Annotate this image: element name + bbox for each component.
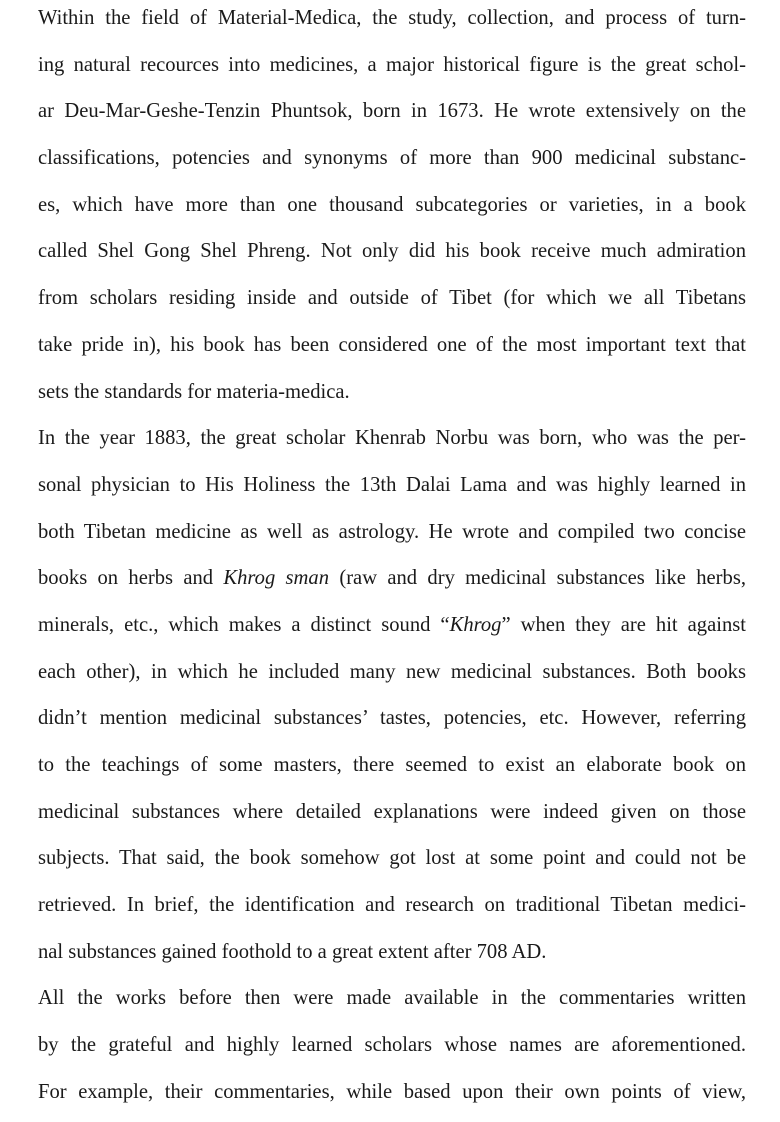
text-segment: books on herbs and — [38, 567, 224, 590]
text-line: sonal physician to His Holiness the 13th Dalai Lama and was highly learned in — [38, 473, 746, 496]
text-segment: minerals, etc., which makes a distinct sound “ — [38, 613, 450, 636]
text-line: retrieved. In brief, the identification and research on traditional Tibetan medici- — [38, 894, 746, 917]
text-line: each other), in which he included many new medicinal substances. Both books — [38, 660, 746, 683]
document-page — [38, 1, 746, 1122]
text-line: subjects. That said, the book somehow got lost at some point and could not be — [38, 847, 746, 870]
paragraph-2 — [38, 421, 746, 981]
text-line — [38, 561, 746, 608]
text-line: ing natural recources into medicines, a major historical figure is the great schol- — [38, 53, 746, 76]
text-line: both Tibetan medicine as well as astrology. He wrote and compiled two concise — [38, 520, 746, 543]
paragraph-3 — [38, 981, 746, 1121]
text-line: Within the field of Material-Medica, the study, collection, and process of turn- — [38, 7, 746, 29]
paragraph-1 — [38, 1, 746, 421]
italic-term: Khrog — [449, 613, 502, 636]
text-line — [38, 608, 746, 655]
text-line: For example, their commentaries, while based upon their own points of view, — [38, 1080, 746, 1103]
italic-term: Khrog sman — [223, 567, 330, 590]
text-line: medicinal substances where detailed explanations were indeed given on those — [38, 800, 746, 823]
text-line: didn’t mention medicinal substances’ tastes, potencies, etc. However, referring — [38, 707, 746, 730]
text-line: es, which have more than one thousand subcategories or varieties, in a book — [38, 193, 746, 216]
text-line: All the works before then were made available in the commentaries written — [38, 987, 746, 1010]
text-segment: ” when they are hit against — [501, 613, 746, 636]
text-line: ar Deu-Mar-Geshe-Tenzin Phuntsok, born in 1673. He wrote extensively on the — [38, 100, 746, 123]
text-line: called Shel Gong Shel Phreng. Not only did his book receive much admiration — [38, 240, 746, 263]
text-line: sets the standards for materia-medica. — [38, 380, 350, 403]
text-line: take pride in), his book has been considered one of the most important text that — [38, 333, 746, 356]
text-line: by the grateful and highly learned scholars whose names are aforementioned. — [38, 1034, 746, 1057]
text-line: nal substances gained foothold to a great extent after 708 AD. — [38, 940, 547, 963]
text-line: to the teachings of some masters, there seemed to exist an elaborate book on — [38, 754, 746, 776]
text-segment: (raw and dry medicinal substances like herbs, — [329, 567, 746, 590]
text-line: In the year 1883, the great scholar Khenrab Norbu was born, who was the per- — [38, 427, 746, 450]
text-line: classifications, potencies and synonyms of more than 900 medicinal substanc- — [38, 147, 746, 170]
text-line: from scholars residing inside and outside of Tibet (for which we all Tibetans — [38, 287, 746, 310]
